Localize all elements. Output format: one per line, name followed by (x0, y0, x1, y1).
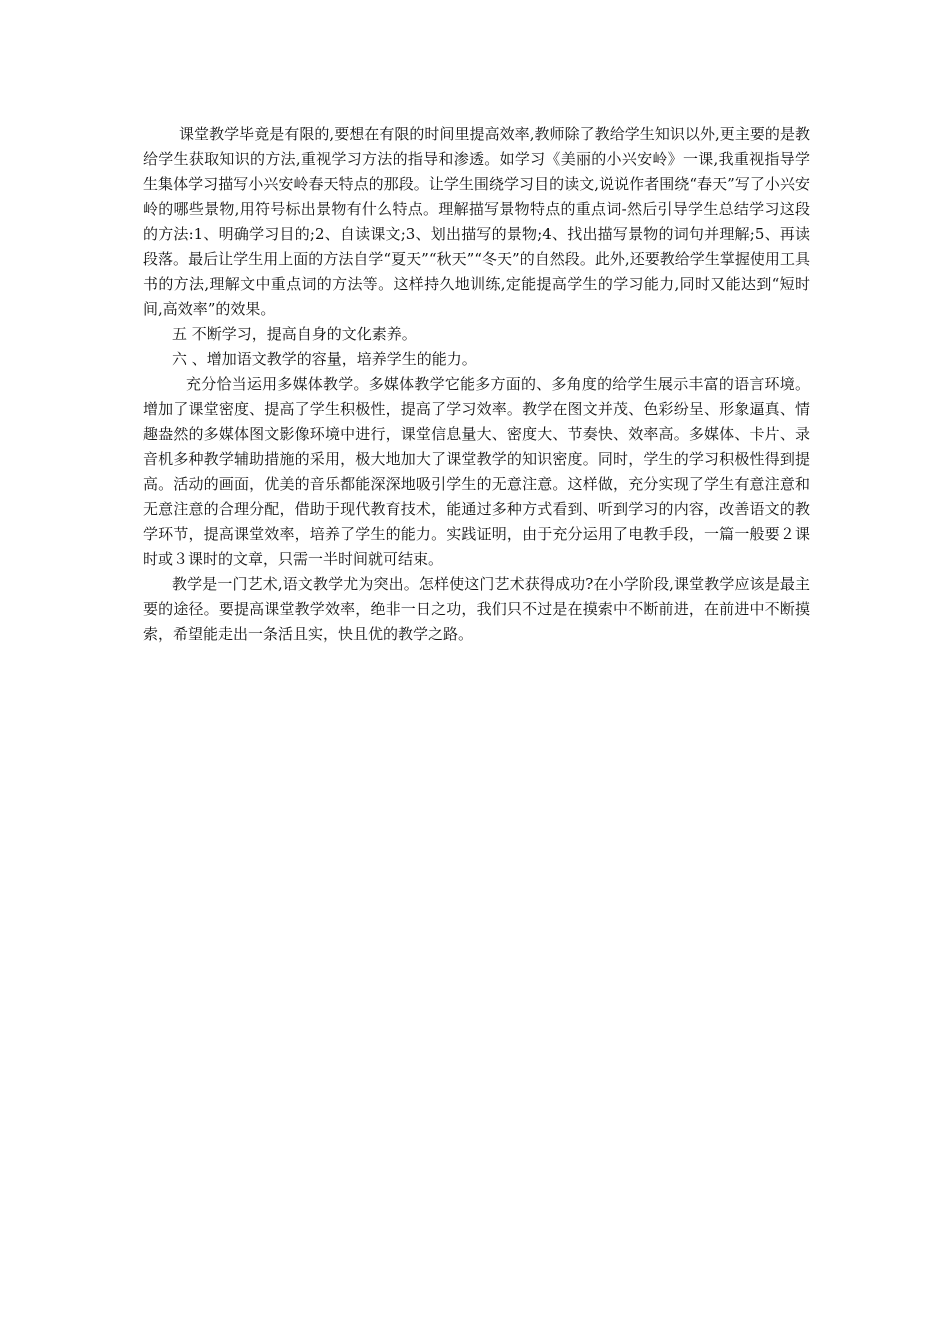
paragraph-multimedia: 充分恰当运用多媒体教学。多媒体教学它能多方面的、多角度的给学生展示丰富的语言环境。增加了课堂密度、提高了学生积极性，提高了学习效率。教学在图文并茂、色彩纷呈、形象逼真、情趣盎然的多媒体图文影像环境中进行，课堂信息量大、密度大、节奏快、效率高。多媒体、卡片、录音机多种教学辅助措施的采用，极大地加大了课堂教学的知识密度。同时，学生的学习积极性得到提高。活动的画面，优美的音乐都能深深地吸引学生的无意注意。这样做，充分实现了学生有意注意和无意注意的合理分配，借助于现代教育技术，能通过多种方式看到、听到学习的内容，改善语文的教学环节，提高课堂效率，培养了学生的能力。实践证明，由于充分运用了电教手段，一篇一般要２课时或３课时的文章，只需一半时间就可结束。 (143, 375, 810, 568)
document-body (143, 122, 810, 647)
heading-section-five: 五 不断学习，提高自身的文化素养。 (172, 325, 417, 343)
paragraph-conclusion: 教学是一门艺术,语文教学尤为突出。怎样使这门艺术获得成功?在小学阶段,课堂教学应该是最主要的途径。要提高课堂教学效率，绝非一日之功，我们只不过是在摸索中不断前进，在前进中不断摸索，希望能走出一条活且实，快且优的教学之路。 (143, 575, 810, 643)
heading-section-six: 六 、增加语文教学的容量，培养学生的能力。 (172, 350, 477, 368)
paragraph-teaching-methods: 课堂教学毕竟是有限的,要想在有限的时间里提高效率,教师除了教给学生知识以外,更主要的是教给学生获取知识的方法,重视学习方法的指导和渗透。如学习《美丽的小兴安岭》一课,我重视指导学生集体学习描写小兴安岭春天特点的那段。让学生围绕学习目的读文,说说作者围绕“春天”写了小兴安岭的哪些景物,用符号标出景物有什么特点。理解描写景物特点的重点词-然后引导学生总结学习这段的方法:1、明确学习目的;2、自读课文;3、划出描写的景物;4、找出描写景物的词句并理解;5、再读段落。最后让学生用上面的方法自学“夏天”“秋天”“冬天”的自然段。此外,还要教给学生掌握使用工具书的方法,理解文中重点词的方法等。这样持久地训练,定能提高学生的学习能力,同时又能达到“短时间,高效率”的效果。 (143, 125, 810, 318)
